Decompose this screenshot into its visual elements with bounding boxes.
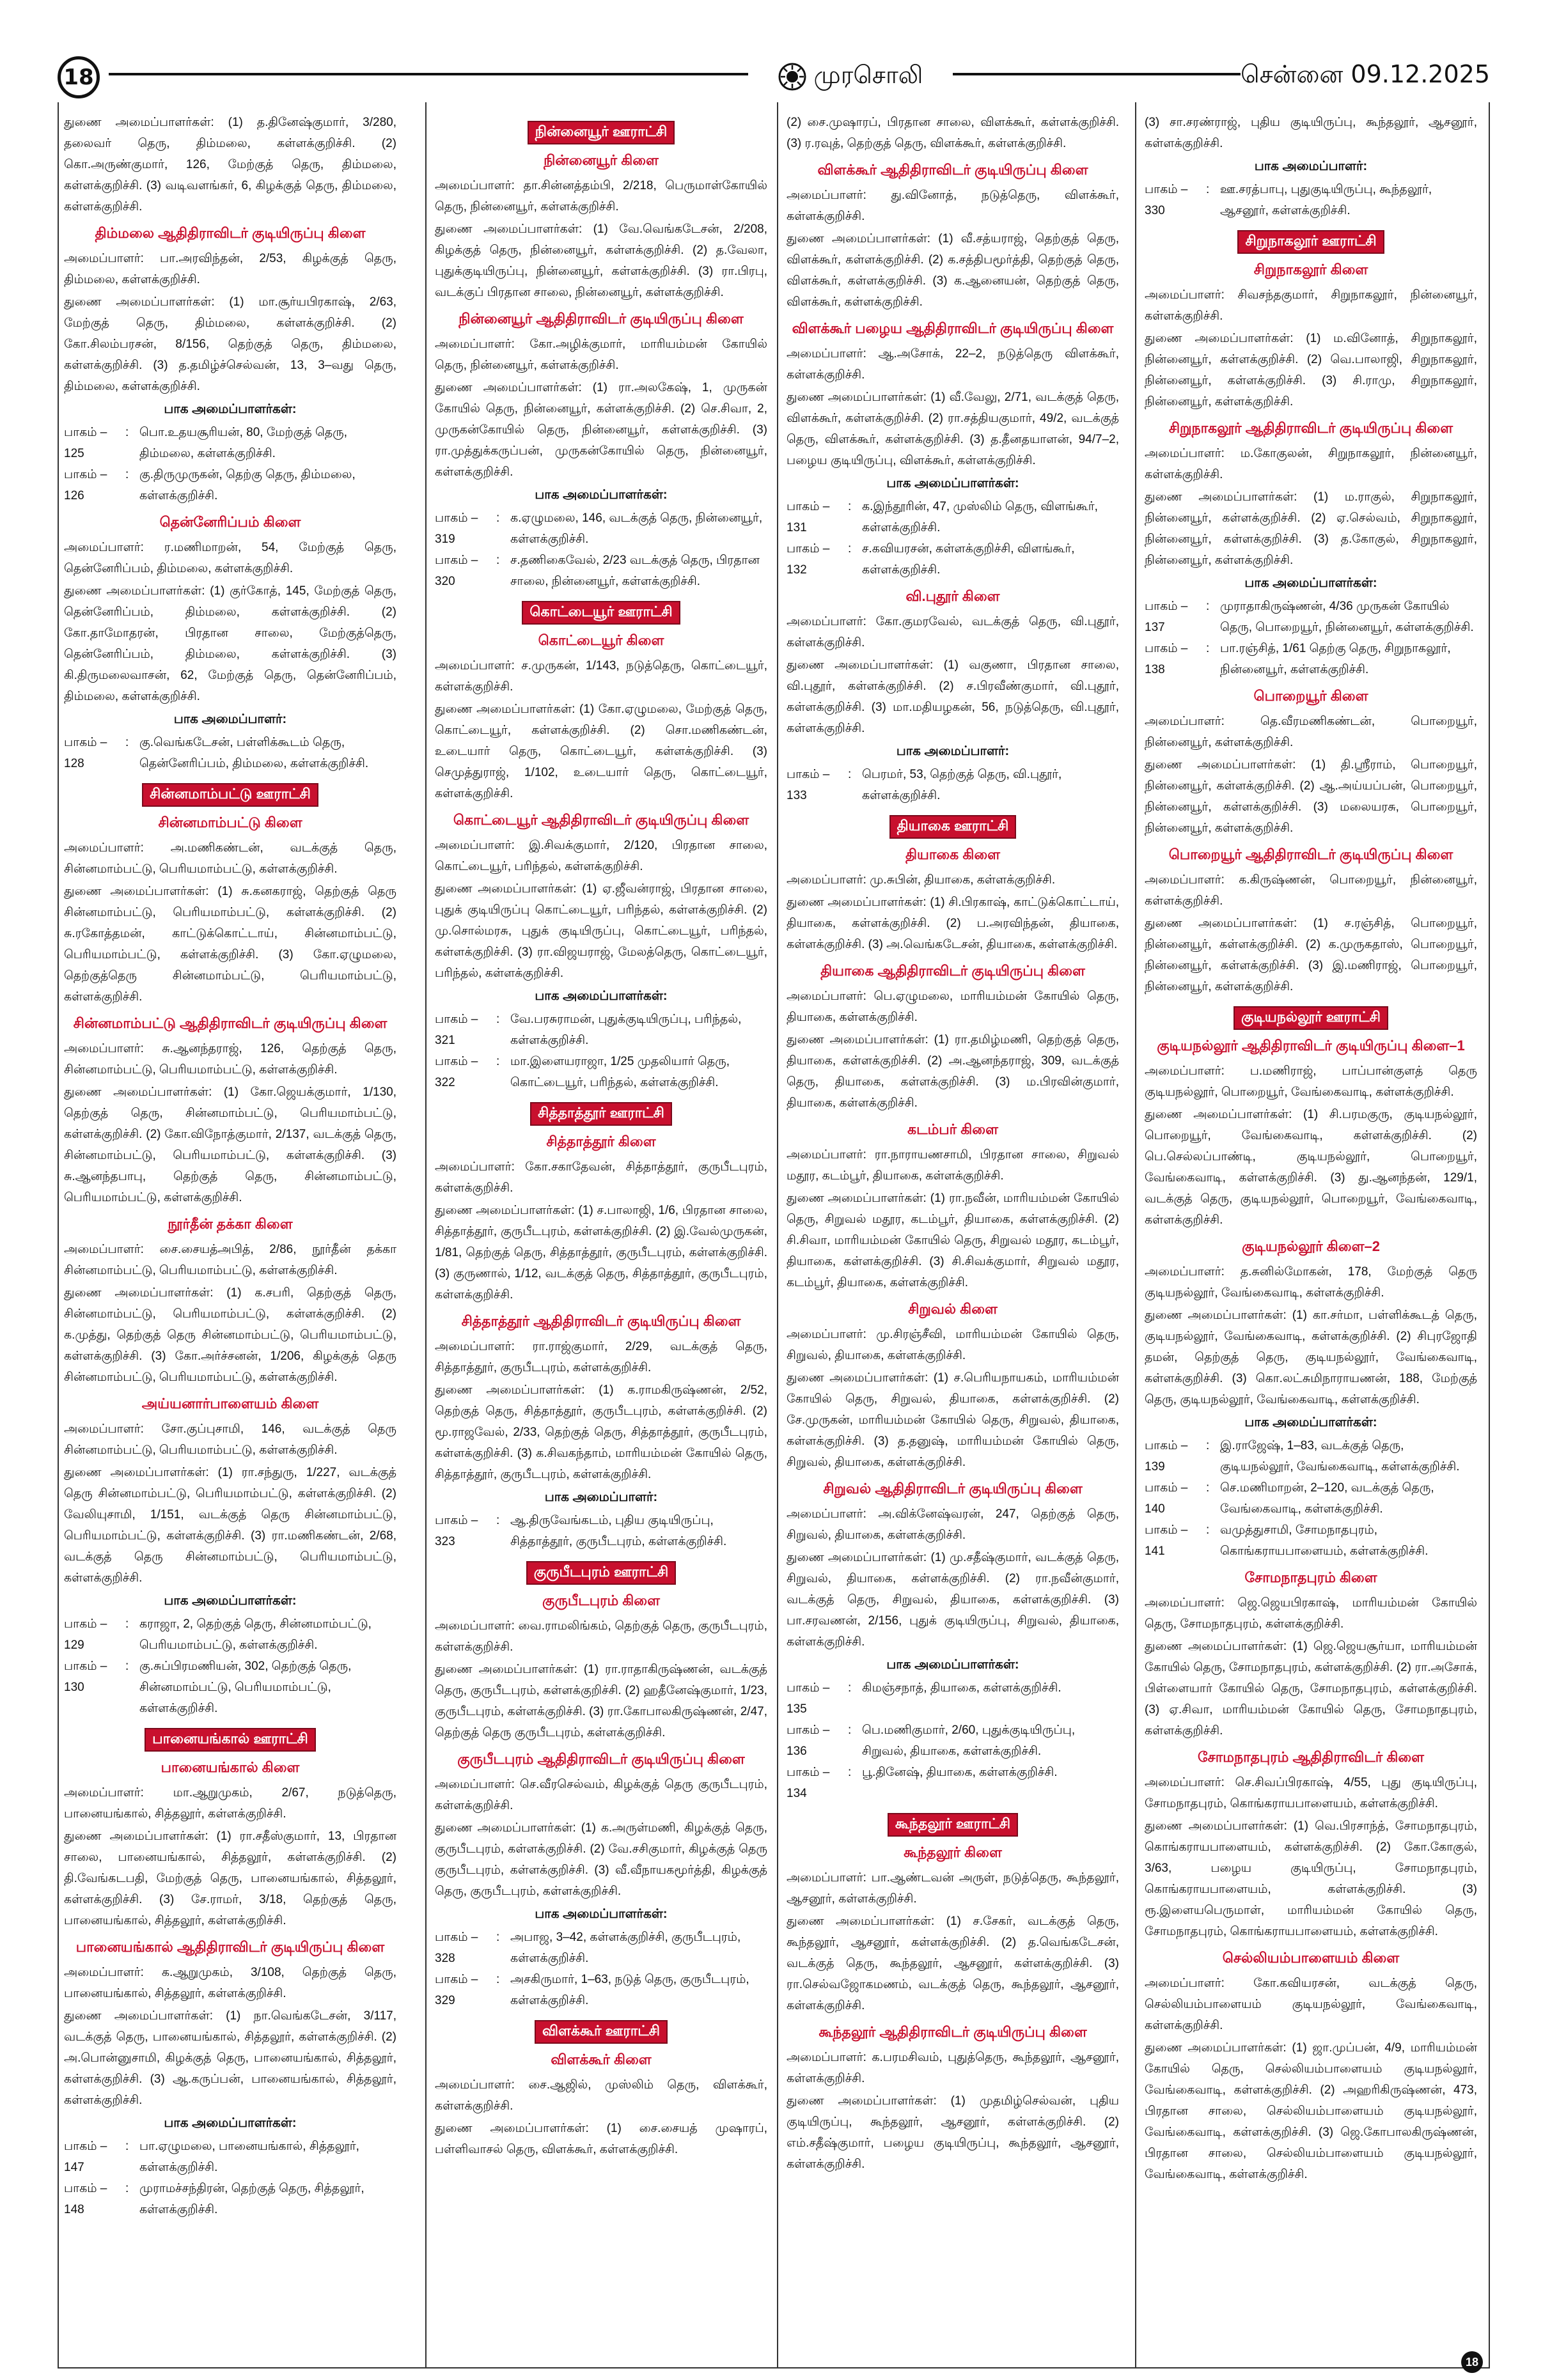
separator: : <box>1206 183 1210 196</box>
panchayat-heading <box>1145 230 1477 254</box>
panchayat-heading-label: குடியநல்லூர் ஊராட்சி <box>1234 1006 1388 1030</box>
entry-text: துணை அமைப்பாளர்கள்: (1) மா.சூர்யபிரகாஷ், 2/63, மேற்குத் தெரு, திம்மலை, கள்ளக்குறிச்சி. (2) கோ.சிலம்பரசன், 8/156, தெற்குத் தெரு, திம்மலை, கள்ளக்குறிச்சி. (3) த.தமிழ்ச்செல்வன், 13, 3–வது தெரு, திம்மலை, கள்ளக்குறிச்சி. <box>64 295 396 393</box>
entry-text: அமைப்பாளர்: பா.அரவிந்தன், 2/53, கிழக்குத் தெரு, திம்மலை, கள்ளக்குறிச்சி. <box>64 252 396 286</box>
entry-text: துணை அமைப்பாளர்கள்: (1) த.தினேஷ்குமார், 3/280, தலைவர் தெரு, திம்மலை, கள்ளக்குறிச்சி. (2) கொ.அருண்குமார், 126, மேற்குத் தெரு, திம்மலை, கள்ளக்குறிச்சி. (3) வடிவளங்கர், 6, கிழக்குத் தெரு, திம்மலை, கள்ளக்குறிச்சி. <box>64 116 396 214</box>
section-subheading: பாக அமைப்பாளர்கள்: <box>886 1658 1019 1672</box>
booth-agent: கு.திருமுருகன், தெற்கு தெரு, திம்மலை, கள்ளக்குறிச்சி. <box>139 468 356 502</box>
booth-entry <box>1145 1435 1477 1477</box>
booth-number: பாகம் – 128 <box>64 736 107 770</box>
booth-agent: வே.பரசுராமன், புதுக்குடியிருப்பு, பரிந்தல், கள்ளக்குறிச்சி. <box>510 1013 742 1047</box>
masthead-rule-right <box>953 73 1241 75</box>
branch-heading: பானையங்கால் ஆதிதிராவிடர் குடியிருப்பு கிளை <box>75 1939 385 1955</box>
booth-agent: ச.கவியரசன், கள்ளக்குறிச்சி, விளங்கூர், கள்ளக்குறிச்சி. <box>862 542 1075 577</box>
panchayat-heading <box>435 601 767 625</box>
booth-number: பாகம் – 134 <box>787 1766 830 1800</box>
branch-heading: கூந்தலூர் கிளை <box>904 1844 1002 1860</box>
separator: : <box>125 1617 129 1631</box>
branch-heading: சிறுநாகலூர் கிளை <box>1253 261 1368 277</box>
entry-text: துணை அமைப்பாளர்கள்: (1) ம.வினோத், சிறுநாகலூர், நின்னையூர், கள்ளக்குறிச்சி. (2) வெ.பாலாஜி, சிறுநாகலூர், நின்னையூர், கள்ளக்குறிச்சி. (3) சி.ராமு, சிறுநாகலூர், நின்னையூர், கள்ளக்குறிச்சி. <box>1145 332 1477 408</box>
branch-heading: நின்னையூர் ஆதிதிராவிடர் குடியிருப்பு கிளை <box>458 311 744 327</box>
branch-heading: நின்னையூர் கிளை <box>544 152 659 168</box>
booth-entry <box>787 538 1119 580</box>
separator: : <box>1206 1523 1210 1537</box>
separator: : <box>848 1681 852 1695</box>
panchayat-heading <box>435 121 767 144</box>
booth-number: பாகம் – 129 <box>64 1617 107 1652</box>
separator: : <box>496 511 500 525</box>
booth-agent: இ.ராஜேஷ், 1–83, வடக்குத் தெரு, குடியநல்லூர், வேங்கைவாடி, கள்ளக்குறிச்சி. <box>1220 1439 1460 1474</box>
entry-text: துணை அமைப்பாளர்கள்: (1) க.ராமகிருஷ்ணன், 2/52, தெற்குத் தெரு, சித்தாத்தூர், குருபீடபுரம், கள்ளக்குறிச்சி. (2) மூ.ராஜவேல், 2/33, தெற்குத் தெரு, சித்தாத்தூர், குருபீடபுரம், கள்ளக்குறிச்சி. (3) க.சிவகந்தாம், மாரியம்மன் கோயில் தெரு, சித்தாத்தூர், குருபீடபுரம், கள்ளக்குறிச்சி. <box>435 1383 767 1481</box>
branch-heading: கடம்பர் கிளை <box>907 1121 998 1137</box>
entry-text: துணை அமைப்பாளர்கள்: (1) வெ.பிரசாந்த், சோமநாதபுரம், கொங்கராயபாளையம், கள்ளக்குறிச்சி. (2) கோ.கோகுல், 3/63, பழைய குடியிருப்பு, சோமநாதபுரம், கொங்கராயபாளையம், கள்ளக்குறிச்சி. (3) ரூ.இளையபெருமாள், மாரியம்மன் கோயில் தெரு, சோமநாதபுரம், கொங்கராயபாளையம், கள்ளக்குறிச்சி. <box>1145 1819 1477 1938</box>
entry-text: துணை அமைப்பாளர்கள்: (1) வீ.சத்யராஜ், தெற்குத் தெரு, விளக்கூர், கள்ளக்குறிச்சி. (2) க.சத்திபமூர்த்தி, தெற்குத் தெரு, விளக்கூர், கள்ளக்குறிச்சி. (3) க.ஆனையன், தெற்குத் தெரு, விளக்கூர், கள்ளக்குறிச்சி. <box>787 232 1119 309</box>
entry-text: அமைப்பாளர்: கோ.குமரவேல், வடக்குத் தெரு, வி.புதூர், கள்ளக்குறிச்சி. <box>787 615 1119 649</box>
branch-heading: சின்னமாம்பட்டு ஆதிதிராவிடர் குடியிருப்பு கிளை <box>73 1015 388 1031</box>
section-subheading: பாக அமைப்பாளர்கள்: <box>1244 576 1377 590</box>
booth-entry <box>1145 1477 1477 1520</box>
entry-text: அமைப்பாளர்: அ.விக்னேஷ்வரன், 247, தெற்குத் தெரு, சிறுவல், தியாகை, கள்ளக்குறிச்சி. <box>787 1507 1119 1542</box>
booth-entry <box>1145 596 1477 638</box>
booth-entry <box>787 764 1119 806</box>
branch-heading: சிறுவல் கிளை <box>908 1301 998 1317</box>
section-subheading: பாக அமைப்பாளர்: <box>896 744 1010 758</box>
booth-entry <box>64 2136 396 2178</box>
booth-number: பாகம் – 328 <box>435 1931 478 1965</box>
panchayat-heading <box>435 2020 767 2044</box>
entry-text: அமைப்பாளர்: த.சுனில்மோகன், 178, மேற்குத் தெரு குடியநல்லூர், வேங்கைவாடி, கள்ளக்குறிச்சி. <box>1145 1265 1477 1300</box>
entry-text: அமைப்பாளர்: செ.சிவப்பிரகாஷ், 4/55, புது குடியிருப்பு, சோமநாதபுரம், கொங்கராயபாளையம், கள்ளக்குறிச்சி. <box>1145 1776 1477 1810</box>
booth-entry <box>1145 638 1477 680</box>
branch-heading: சோமநாதபுரம் ஆதிதிராவிடர் கிளை <box>1197 1749 1425 1765</box>
entry-text: துணை அமைப்பாளர்கள்: (1) குர்கோத், 145, மேற்குத் தெரு, தென்னேரிப்பம், திம்மலை, கள்ளக்குறிச்சி. (2) கோ.தாமோதரன், பிரதான சாலை, மேற்குத்தெரு, தென்னேரிப்பம், திம்மலை, கள்ளக்குறிச்சி. (3) கி.திருமலைவாசன், 62, மேற்குத் தெரு, தென்னேரிப்பம், திம்மலை, கள்ளக்குறிச்சி. <box>64 584 396 703</box>
booth-number: பாகம் – 139 <box>1145 1439 1188 1474</box>
booth-agent: அசகிருமார், 1–63, நடுத் தெரு, குருபீடபுரம், கள்ளக்குறிச்சி. <box>510 1973 749 2007</box>
booth-agent: முராமச்சந்திரன், தெற்குத் தெரு, சித்தலூர், கள்ளக்குறிச்சி. <box>139 2182 364 2216</box>
entry-text: துணை அமைப்பாளர்கள்: (1) சை.சையத் முஷாரப், பள்ளிவாசல் தெரு, விளக்கூர், கள்ளக்குறிச்சி. <box>435 2122 767 2156</box>
panchayat-heading-label: சித்தாத்தூர் ஊராட்சி <box>530 1102 672 1126</box>
entry-text: (2) சை.முஷாரப், பிரதான சாலை, விளக்கூர், கள்ளக்குறிச்சி. (3) ர.ரவுத், தெற்குத் தெரு, விளக்கூர், கள்ளக்குறிச்சி. <box>787 116 1119 150</box>
entry-text: துணை அமைப்பாளர்கள்: (1) ச.பெரியநாயகம், மாரியம்மன் கோயில் தெரு, சிறுவல், தியாகை, கள்ளக்குறிச்சி. (2) சே.முருகன், மாரியம்மன் கோயில் தெரு, சிறுவல், தியாகை, கள்ளக்குறிச்சி. (3) த.தனுஷ், மாரியம்மன் கோயில் தெரு, சிறுவல், தியாகை, கள்ளக்குறிச்சி. <box>787 1371 1119 1469</box>
entry-text: அமைப்பாளர்: ச.முருகன், 1/143, நடுத்தெரு, கொட்டையூர், கள்ளக்குறிச்சி. <box>435 659 767 694</box>
panchayat-heading-label: விளக்கூர் ஊராட்சி <box>535 2020 668 2044</box>
entry-text: அமைப்பாளர்: தா.சின்னத்தம்பி, 2/218, பெருமாள்கோயில் தெரு, நின்னையூர், கள்ளக்குறிச்சி. <box>435 179 767 214</box>
booth-agent: க.ஏழுமலை, 146, வடக்குத் தெரு, நின்னையூர், கள்ளக்குறிச்சி. <box>510 511 763 546</box>
booth-number: பாகம் – 132 <box>787 542 830 577</box>
booth-agent: செ.மணிமாறன், 2–120, வடக்குத் தெரு, வேங்கைவாடி, கள்ளக்குறிச்சி. <box>1220 1481 1434 1516</box>
panchayat-heading-label: சிறுநாகலூர் ஊராட்சி <box>1237 230 1384 254</box>
booth-number: பாகம் – 125 <box>64 426 107 460</box>
panchayat-heading <box>787 815 1119 839</box>
booth-agent: க.இந்தூரின், 47, முஸ்லிம் தெரு, விளங்கூர், கள்ளக்குறிச்சி. <box>862 500 1098 534</box>
entry-text: அமைப்பாளர்: ரா.ராஜ்குமார், 2/29, வடக்குத் தெரு, சித்தாத்தூர், குருபீடபுரம், கள்ளக்குறிச்சி. <box>435 1340 767 1374</box>
booth-number: பாகம் – 136 <box>787 1723 830 1758</box>
booth-entry <box>435 550 767 592</box>
entry-text: அமைப்பாளர்: ப.மணிராஜ், பாப்பான்குளத் தெரு குடியநல்லூர், பொறையூர், வேங்கைவாடி, கள்ளக்குறிச்சி. <box>1145 1064 1477 1099</box>
brand <box>755 59 946 95</box>
entry-text: துணை அமைப்பாளர்கள்: (1) கோ.ஜெயக்குமார், 1/130, தெற்குத் தெரு, சின்னமாம்பட்டு, பெரியமாம்பட்டு, கள்ளக்குறிச்சி. (2) கோ.விநோத்குமார், 2/137, வடக்குத் தெரு, சின்னமாம்பட்டு, பெரியமாம்பட்டு, கள்ளக்குறிச்சி. (3) சு.ஆனந்தபாபு, தெற்குத் தெரு, சின்னமாம்பட்டு, பெரியமாம்பட்டு, கள்ளக்குறிச்சி. <box>64 1085 396 1204</box>
panchayat-heading-label: குருபீடபுரம் ஊராட்சி <box>526 1561 677 1585</box>
entry-text: அமைப்பாளர்: செ.வீரசெல்வம், கிழக்குத் தெரு குருபீடபுரம், கள்ளக்குறிச்சி. <box>435 1778 767 1812</box>
branch-heading: பொறையூர் கிளை <box>1253 688 1368 704</box>
booth-entry <box>787 1720 1119 1762</box>
booth-agent: பா.ரஞ்சித், 1/61 தெற்கு தெரு, சிறுநாகலூர், நின்னையூர், கள்ளக்குறிச்சி. <box>1220 642 1451 676</box>
separator: : <box>1206 642 1210 655</box>
separator: : <box>125 426 129 439</box>
booth-entry <box>435 1927 767 1969</box>
panchayat-heading-label: சின்னமாம்பட்டு ஊராட்சி <box>142 783 318 807</box>
masthead <box>58 56 1490 95</box>
branch-heading: விளக்கூர் கிளை <box>551 2051 652 2067</box>
masthead-rule-left <box>109 73 748 75</box>
entry-text: அமைப்பாளர்: ஆ.அசோக், 22–2, நடுத்தெரு விளக்கூர், கள்ளக்குறிச்சி. <box>787 347 1119 382</box>
branch-heading: கொட்டையூர் கிளை <box>538 632 664 648</box>
section-subheading: பாக அமைப்பாளர்கள்: <box>164 2116 297 2130</box>
separator: : <box>848 500 852 513</box>
entry-text: அமைப்பாளர்: ர.மணிமாறன், 54, மேற்குத் தெரு, தென்னேரிப்பம், திம்மலை, கள்ளக்குறிச்சி. <box>64 541 396 575</box>
separator: : <box>125 2140 129 2153</box>
booth-agent: கிமஞ்சநாத், தியாகை, கள்ளக்குறிச்சி. <box>862 1681 1061 1695</box>
booth-agent: வமுத்துசாமி, சோமநாதபுரம், கொங்கராயபாளையம், கள்ளக்குறிச்சி. <box>1220 1523 1429 1558</box>
entry-text: (3) சா.சரண்ராஜ், புதிய குடியிருப்பு, கூந்தலூர், ஆசனூர், கள்ளக்குறிச்சி. <box>1145 116 1477 150</box>
entry-text: அமைப்பாளர்: க.ஆறுமுகம், 3/108, தெற்குத் தெரு, பானையங்கால், சித்தலூர், கள்ளக்குறிச்சி. <box>64 1966 396 2000</box>
booth-number: பாகம் – 330 <box>1145 183 1188 217</box>
entry-text: அமைப்பாளர்: சை.ஆஜில், முஸ்லிம் தெரு, விளக்கூர், கள்ளக்குறிச்சி. <box>435 2078 767 2113</box>
separator: : <box>1206 1481 1210 1495</box>
separator: : <box>496 1055 500 1068</box>
booth-entry <box>64 464 396 506</box>
booth-number: பாகம் – 323 <box>435 1514 478 1548</box>
entry-text: அமைப்பாளர்: கோ.சகாதேவன், சித்தாத்தூர், குருபீடபுரம், கள்ளக்குறிச்சி. <box>435 1160 767 1195</box>
branch-heading: தென்னேரிப்பம் கிளை <box>159 514 301 530</box>
booth-entry <box>64 422 396 464</box>
entry-text: அமைப்பாளர்: ஜெ.ஜெயபிரகாஷ், மாரியம்மன் கோயில் தெரு, சோமநாதபுரம், கள்ளக்குறிச்சி. <box>1145 1596 1477 1631</box>
booth-number: பாகம் – 135 <box>787 1681 830 1716</box>
booth-agent: பொ.உதயசூரியன், 80, மேற்குத் தெரு, திம்மலை, கள்ளக்குறிச்சி. <box>139 426 348 460</box>
panchayat-heading-label: தியாகை ஊராட்சி <box>889 815 1017 839</box>
booth-entry <box>435 508 767 550</box>
entry-text: அமைப்பாளர்: தெ.வீரமணிகண்டன், பொறையூர், நின்னையூர், கள்ளக்குறிச்சி. <box>1145 715 1477 749</box>
booth-entry <box>1145 1520 1477 1562</box>
panchayat-heading-label: நின்னையூர் ஊராட்சி <box>528 121 675 144</box>
entry-text: அமைப்பாளர்: கோ.அழிக்குமார், மாரியம்மன் கோயில் தெரு, நின்னையூர், கள்ளக்குறிச்சி. <box>435 338 767 372</box>
column-4 <box>1145 112 1477 2362</box>
booth-agent: ச.தணிகைவேல், 2/23 வடக்குத் தெரு, பிரதான சாலை, நின்னையூர், கள்ளக்குறிச்சி. <box>510 554 760 588</box>
panchayat-heading <box>64 783 396 807</box>
booth-agent: கு.வெங்கடேசன், பள்ளிக்கூடம் தெரு, தென்னேரிப்பம், திம்மலை, கள்ளக்குறிச்சி. <box>139 736 369 770</box>
section-subheading: பாக அமைப்பாளர்கள்: <box>1244 1415 1377 1429</box>
separator: : <box>1206 1439 1210 1452</box>
booth-agent: அபாஜ, 3–42, கள்ளக்குறிச்சி, குருபீடபுரம், கள்ளக்குறிச்சி. <box>510 1931 741 1965</box>
column-divider <box>1135 102 1136 2368</box>
entry-text: துணை அமைப்பாளர்கள்: (1) ரா.தமிழ்மணி, தெற்குத் தெரு, தியாகை, கள்ளக்குறிச்சி. (2) அ.ஆனந்தராஜ், 309, வடக்குத் தெரு, தியாகை, கள்ளக்குறிச்சி. (3) ம.பிரவின்குமார், தியாகை, கள்ளக்குறிச்சி. <box>787 1033 1119 1110</box>
entry-text: அமைப்பாளர்: ரா.நாராயணசாமி, பிரதான சாலை, சிறுவல் மதூர, கடம்பூர், தியாகை, கள்ளக்குறிச்சி. <box>787 1148 1119 1183</box>
entry-text: அமைப்பாளர்: து.வினோத், நடுத்தெரு, விளக்கூர், கள்ளக்குறிச்சி. <box>787 189 1119 223</box>
entry-text: அமைப்பாளர்: ம.கோகுலன், சிறுநாகலூர், நின்னையூர், கள்ளக்குறிச்சி. <box>1145 447 1477 481</box>
branch-heading: குருபீடபுரம் கிளை <box>542 1592 660 1608</box>
entry-text: துணை அமைப்பாளர்கள்: (1) க.சபரி, தெற்குத் தெரு, சின்னமாம்பட்டு, பெரியமாம்பட்டு, கள்ளக்குறிச்சி. (2) க.முத்து, தெற்குத் தெரு சின்னமாம்பட்டு, பெரியமாம்பட்டு, கள்ளக்குறிச்சி. (3) கோ.அர்ச்சனன், 1/206, கிழக்குத் தெரு சின்னமாம்பட்டு, பெரியமாம்பட்டு, கள்ளக்குறிச்சி. <box>64 1286 396 1384</box>
section-subheading: பாக அமைப்பாளர்கள்: <box>164 402 297 416</box>
booth-number: பாகம் – 321 <box>435 1013 478 1047</box>
panchayat-heading-label: கொட்டையூர் ஊராட்சி <box>522 601 680 625</box>
entry-text: அமைப்பாளர்: சை.சையத்அபித், 2/86, நூர்தீன் தக்கா சின்னமாம்பட்டு, பெரியமாம்பட்டு, கள்ளக்குறிச்சி. <box>64 1243 396 1277</box>
booth-number: பாகம் – 320 <box>435 554 478 588</box>
booth-number: பாகம் – 319 <box>435 511 478 546</box>
booth-number: பாகம் – 133 <box>787 768 830 802</box>
entry-text: துணை அமைப்பாளர்கள்: (1) வகுணா, பிரதான சாலை, வி.புதூர், கள்ளக்குறிச்சி. (2) ச.பிரவீண்குமார், வி.புதூர், கள்ளக்குறிச்சி. (3) மா.மதியழகன், 56, நடுத்தெரு, வி.புதூர், கள்ளக்குறிச்சி. <box>787 658 1119 735</box>
entry-text: துணை அமைப்பாளர்கள்: (1) ஜெ.ஜெயசூர்யா, மாரியம்மன் கோயில் தெரு, சோமநாதபுரம், கள்ளக்குறிச்சி. (2) ரா.அசோக், பிள்ளையார் கோயில் தெரு, சோமநாதபுரம், கள்ளக்குறிச்சி. (3) ஏ.சிவா, மாரியம்மன் கோயில் தெரு, சோமநாதபுரம், கள்ளக்குறிச்சி. <box>1145 1640 1477 1738</box>
booth-agent: பா.ஏழுமலை, பானையங்கால், சித்தலூர், கள்ளக்குறிச்சி. <box>139 2140 359 2174</box>
branch-heading: பானையங்கால் கிளை <box>161 1759 300 1775</box>
branch-heading: செல்லியம்பாளையம் கிளை <box>1222 1950 1400 1966</box>
entry-text: அமைப்பாளர்: வை.ராமலிங்கம், தெற்குத் தெரு, குருபீடபுரம், கள்ளக்குறிச்சி. <box>435 1619 767 1654</box>
booth-agent: கராஜா, 2, தெற்குத் தெரு, சின்னமாம்பட்டு, பெரியமாம்பட்டு, கள்ளக்குறிச்சி. <box>139 1617 372 1652</box>
column-divider <box>777 102 778 2368</box>
branch-heading: சிறுநாகலூர் ஆதிதிராவிடர் குடியிருப்பு கிளை <box>1168 420 1453 436</box>
booth-entry <box>435 1009 767 1051</box>
entry-text: துணை அமைப்பாளர்கள்: (1) ரா.அலகேஷ், 1, முருகன் கோயில் தெரு, நின்னையூர், கள்ளக்குறிச்சி. (2) செ.சிவா, 2, முருகன்கோயில் தெரு, நின்னையூர், கள்ளக்குறிச்சி. (3) ரா.முத்துக்கருப்பன், முருகன்கோயில் தெரு, நின்னையூர், கள்ளக்குறிச்சி. <box>435 381 767 479</box>
booth-number: பாகம் – 148 <box>64 2182 107 2216</box>
panchayat-heading-label: பானையங்கால் ஊராட்சி <box>145 1728 315 1752</box>
entry-text: துணை அமைப்பாளர்கள்: (1) நா.வெங்கடேசன், 3/117, வடக்குத் தெரு, பானையங்கால், சித்தலூர், கள்ளக்குறிச்சி. (2) அ.பொன்னுசாமி, கிழக்குத் தெரு, பானையங்கால், சித்தலூர், கள்ளக்குறிச்சி. (3) ஆ.கருப்பன், பானையங்கால், சித்தலூர், கள்ளக்குறிச்சி. <box>64 2009 396 2107</box>
booth-entry <box>64 1656 396 1719</box>
section-subheading: பாக அமைப்பாளர்கள்: <box>535 989 668 1003</box>
section-subheading: பாக அமைப்பாளர்கள்: <box>535 1907 668 1921</box>
branch-heading: சிறுவல் ஆதிதிராவிடர் குடியிருப்பு கிளை <box>823 1481 1083 1497</box>
separator: : <box>848 1723 852 1737</box>
section-subheading: பாக அமைப்பாளர்கள்: <box>886 476 1019 490</box>
panchayat-heading-label: கூந்தலூர் ஊராட்சி <box>888 1813 1018 1837</box>
entry-text: துணை அமைப்பாளர்கள்: (1) மு.சதீஷ்குமார், வடக்குத் தெரு, சிறுவல், தியாகை, கள்ளக்குறிச்சி. (2) ரா.நவீன்குமார், வடக்குத் தெரு, சிறுவல், தியாகை, கள்ளக்குறிச்சி. (3) பா.சரவணன், 2/156, புதுக் குடியிருப்பு, சிறுவல், தியாகை, கள்ளக்குறிச்சி. <box>787 1551 1119 1649</box>
panchayat-heading <box>1145 1006 1477 1030</box>
entry-text: துணை அமைப்பாளர்கள்: (1) ரா.சந்துரு, 1/227, வடக்குத் தெரு சின்னமாம்பட்டு, பெரியமாம்பட்டு, கள்ளக்குறிச்சி. (2) வேலியுசாமி, 1/151, வடக்குத் தெரு சின்னமாம்பட்டு, பெரியமாம்பட்டு, கள்ளக்குறிச்சி. (3) ரா.மணிகண்டன், 2/68, வடக்குத் தெரு சின்னமாம்பட்டு, பெரியமாம்பட்டு, கள்ளக்குறிச்சி. <box>64 1466 396 1585</box>
entry-text: அமைப்பாளர்: மு.சிரஞ்சீவி, மாரியம்மன் கோயில் தெரு, சிறுவல், தியாகை, கள்ளக்குறிச்சி. <box>787 1328 1119 1362</box>
separator: : <box>125 2182 129 2195</box>
branch-heading: கொட்டையூர் ஆதிதிராவிடர் குடியிருப்பு கிளை <box>453 812 749 828</box>
entry-text: துணை அமைப்பாளர்கள்: (1) ம.ராகுல், சிறுநாகலூர், நின்னையூர், கள்ளக்குறிச்சி. (2) ஏ.செல்வம், சிறுநாகலூர், நின்னையூர், கள்ளக்குறிச்சி. (3) த.கோகுல், சிறுநாகலூர், நின்னையூர், கள்ளக்குறிச்சி. <box>1145 490 1477 567</box>
booth-entry <box>787 1677 1119 1720</box>
page-number: 18 <box>58 56 100 98</box>
booth-agent: பெரமர், 53, தெற்குத் தெரு, வி.புதூர், கள்ளக்குறிச்சி. <box>862 768 1062 802</box>
branch-heading: சித்தாத்தூர் கிளை <box>546 1133 656 1149</box>
column-divider <box>425 102 427 2368</box>
entry-text: அமைப்பாளர்: பெ.ஏழுமலை, மாரியம்மன் கோயில் தெரு, தியாகை, கள்ளக்குறிச்சி. <box>787 990 1119 1024</box>
branch-heading: கூந்தலூர் ஆதிதிராவிடர் குடியிருப்பு கிளை <box>818 2024 1087 2040</box>
booth-entry <box>64 2178 396 2220</box>
entry-text: துணை அமைப்பாளர்கள்: (1) சு.கனகராஜ், தெற்குத் தெரு சின்னமாம்பட்டு, பெரியமாம்பட்டு, கள்ளக்குறிச்சி. (2) சு.ரகோத்தமன், காட்டுக்கொட்டாய், சின்னமாம்பட்டு, பெரியமாம்பட்டு, கள்ளக்குறிச்சி. (3) கோ.ஏழுமலை, தெற்குத்தெரு சின்னமாம்பட்டு, பெரியமாம்பட்டு, கள்ளக்குறிச்சி. <box>64 885 396 1004</box>
booth-agent: மா.இளையராஜா, 1/25 முதலியார் தெரு, கொட்டையூர், பரிந்தல், கள்ளக்குறிச்சி. <box>510 1055 730 1089</box>
footer-page-number: 18 <box>1461 2351 1483 2373</box>
dateline: சென்னை 09.12.2025 <box>1241 60 1490 88</box>
booth-agent: ஊ.சரத்பாபு, புதுகுடியிருப்பு, கூந்தலூர், ஆசனூர், கள்ளக்குறிச்சி. <box>1220 183 1432 217</box>
branch-heading: சோமநாதபுரம் கிளை <box>1244 1569 1377 1585</box>
entry-text: அமைப்பாளர்: சோ.குப்புசாமி, 146, வடக்குத் தெரு சின்னமாம்பட்டு, பெரியமாம்பட்டு, கள்ளக்குறிச்சி. <box>64 1422 396 1457</box>
separator: : <box>496 1013 500 1026</box>
branch-heading: சின்னமாம்பட்டு கிளை <box>158 814 302 830</box>
entry-text: துணை அமைப்பாளர்கள்: (1) ரா.நவீன், மாரியம்மன் கோயில் தெரு, சிறுவல் மதூர, கடம்பூர், தியாகை, கள்ளக்குறிச்சி. (2) சி.சிவா, மாரியம்மன் கோயில் தெரு, சிறுவல் மதூர, கடம்பூர், தியாகை, கள்ளக்குறிச்சி. (3) சி.சிவக்குமார், சிறுவல் மதூர, கடம்பூர், தியாகை, கள்ளக்குறிச்சி. <box>787 1192 1119 1289</box>
brand-name: முரசொலி <box>813 61 923 89</box>
booth-entry <box>787 496 1119 538</box>
booth-number: பாகம் – 138 <box>1145 642 1188 676</box>
entry-text: துணை அமைப்பாளர்கள்: (1) ஜா.முப்பன், 4/9, மாரியம்மன் கோயில் தெரு, செல்லியம்பாளையம் குடியநல்லூர், வேங்கைவாடி, கள்ளக்குறிச்சி. (2) அஹரிகிருஷ்ணன், 473, பிரதான சாலை, செல்லியம்பாளையம் குடியநல்லூர், வேங்கைவாடி, கள்ளக்குறிச்சி. (3) ஜெ.கோபாலகிருஷ்ணன், பிரதான சாலை, செல்லியம்பாளையம் குடியநல்லூர், வேங்கைவாடி, கள்ளக்குறிச்சி. <box>1145 2041 1477 2181</box>
entry-text: அமைப்பாளர்: மு.சுபின், தியாகை, கள்ளக்குறிச்சி. <box>787 873 1056 887</box>
entry-text: துணை அமைப்பாளர்கள்: (1) ஏ.ஜீவன்ராஜ், பிரதான சாலை, புதுக் குடியிருப்பு கொட்டையூர், பரிந்தல், கள்ளக்குறிச்சி. (2) மு.சொல்மரசு, புதுக் குடியிருப்பு, கொட்டையூர், பரிந்தல், கள்ளக்குறிச்சி. (3) ரா.விஜயராஜ், மேலத்தெரு, கொட்டையூர், பரிந்தல், கள்ளக்குறிச்சி. <box>435 882 767 980</box>
separator: : <box>848 1766 852 1779</box>
panchayat-heading <box>435 1102 767 1126</box>
separator: : <box>496 1514 500 1527</box>
entry-text: துணை அமைப்பாளர்கள்: (1) ச.சேகர், வடக்குத் தெரு, கூந்தலூர், ஆசனூர், கள்ளக்குறிச்சி. (2) த.வெங்கடேசன், வடக்குத் தெரு, கூந்தலூர், ஆசனூர், கள்ளக்குறிச்சி. (3) ரா.செல்வஜோகமணம், வடக்குத் தெரு, கூந்தலூர், ஆசனூர், கள்ளக்குறிச்சி. <box>787 1915 1119 2012</box>
separator: : <box>848 542 852 556</box>
booth-entry <box>64 732 396 774</box>
booth-number: பாகம் – 147 <box>64 2140 107 2174</box>
entry-text: அமைப்பாளர்: கோ.கவியரசன், வடக்குத் தெரு, செல்லியம்பாளையம் குடியநல்லூர், வேங்கைவாடி, கள்ளக்குறிச்சி. <box>1145 1977 1477 2032</box>
branch-heading: பொறையூர் ஆதிதிராவிடர் குடியிருப்பு கிளை <box>1168 846 1453 862</box>
rising-sun-logo-icon <box>778 63 806 91</box>
branch-heading: சித்தாத்தூர் ஆதிதிராவிடர் குடியிருப்பு கிளை <box>461 1313 741 1329</box>
branch-heading: விளக்கூர் பழைய ஆதிதிராவிடர் குடியிருப்பு கிளை <box>792 320 1114 336</box>
entry-text: அமைப்பாளர்: மா.ஆறுமுகம், 2/67, நடுத்தெரு, பானையங்கால், சித்தலூர், கள்ளக்குறிச்சி. <box>64 1786 396 1821</box>
branch-heading: அய்யனார்பாளையம் கிளை <box>141 1396 319 1412</box>
separator: : <box>125 736 129 749</box>
booth-number: பாகம் – 126 <box>64 468 107 502</box>
booth-agent: முராதாகிருஷ்ணன், 4/36 முருகன் கோயில் தெரு, பொறையூர், நின்னையூர், கள்ளக்குறிச்சி. <box>1220 600 1474 634</box>
entry-text: துணை அமைப்பாளர்கள்: (1) ரா.ராதாகிருஷ்ணன், வடக்குத் தெரு, குருபீடபுரம், கள்ளக்குறிச்சி. (2) ஹதீனேஷ்குமார், 1/23, குருபீடபுரம், கள்ளக்குறிச்சி. (3) ரா.கோபாலகிருஷ்ணன், 2/47, தெற்குத் தெரு குருபீடபுரம், கள்ளக்குறிச்சி. <box>435 1663 767 1739</box>
booth-number: பாகம் – 130 <box>64 1660 107 1694</box>
separator: : <box>1206 600 1210 613</box>
booth-entry <box>435 1051 767 1093</box>
section-subheading: பாக அமைப்பாளர்: <box>1254 159 1368 173</box>
branch-heading: குடியநல்லூர் ஆதிதிராவிடர் குடியிருப்பு கிளை–1 <box>1157 1038 1465 1054</box>
section-subheading: பாக அமைப்பாளர்கள்: <box>164 1594 297 1608</box>
panchayat-heading <box>64 1728 396 1752</box>
section-subheading: பாக அமைப்பாளர்: <box>173 712 287 726</box>
booth-entry <box>1145 179 1477 221</box>
booth-number: பாகம் – 140 <box>1145 1481 1188 1516</box>
separator: : <box>125 468 129 481</box>
branch-heading: விளக்கூர் ஆதிதிராவிடர் குடியிருப்பு கிளை <box>817 162 1088 178</box>
entry-text: அமைப்பாளர்: க.பரமசிவம், புதுத்தெரு, கூந்தலூர், ஆசனூர், கள்ளக்குறிச்சி. <box>787 2051 1119 2085</box>
branch-heading: நூர்தீன் தக்கா கிளை <box>168 1216 293 1232</box>
booth-agent: கு.சுப்பிரமணியன், 302, தெற்குத் தெரு, சின்னமாம்பட்டு, பெரியமாம்பட்டு, கள்ளக்குறிச்சி. <box>139 1660 352 1715</box>
entry-text: துணை அமைப்பாளர்கள்: (1) வே.வெங்கடேசன், 2/208, கிழக்குத் தெரு, நின்னையூர், கள்ளக்குறிச்சி. (2) த.வேலா, புதுக்குடியிருப்பு, நின்னையூர், கள்ளக்குறிச்சி. (3) ரா.பிரபு, வடக்குப் பிரதான சாலை, நின்னையூர், கள்ளக்குறிச்சி. <box>435 222 767 299</box>
branch-heading: குருபீடபுரம் ஆதிதிராவிடர் குடியிருப்பு கிளை <box>457 1751 745 1767</box>
booth-entry <box>64 1614 396 1656</box>
entry-text: அமைப்பாளர்: சு.ஆனந்தராஜ், 126, தெற்குத் தெரு, சின்னமாம்பட்டு, பெரியமாம்பட்டு, கள்ளக்குறிச்சி. <box>64 1042 396 1077</box>
column-2 <box>435 112 767 2362</box>
booth-number: பாகம் – 329 <box>435 1973 478 2007</box>
entry-text: துணை அமைப்பாளர்கள்: (1) சி.பரமகுரு, குடியநல்லூர், பொறையூர், வேங்கைவாடி, கள்ளக்குறிச்சி. (2) பெ.செல்லப்பாண்டி, குடியநல்லூர், பொறையூர், வேங்கைவாடி, கள்ளக்குறிச்சி. (3) து.ஆனந்தன், 129/1, வடக்குத் தெரு, குடியநல்லூர், பொறையூர், வேங்கைவாடி, கள்ளக்குறிச்சி. <box>1145 1108 1477 1227</box>
booth-agent: ஆ.திருவேங்கடம், புதிய குடியிருப்பு, சித்தாத்தூர், குருபீடபுரம், கள்ளக்குறிச்சி. <box>510 1514 727 1548</box>
section-subheading: பாக அமைப்பாளர்: <box>544 1490 658 1504</box>
entry-text: அமைப்பாளர்: இ.சிவக்குமார், 2/120, பிரதான சாலை, கொட்டையூர், பரிந்தல், கள்ளக்குறிச்சி. <box>435 839 767 873</box>
entry-text: துணை அமைப்பாளர்கள்: (1) கா.சர்மா, பள்ளிக்கூடத் தெரு, குடியநல்லூர், வேங்கைவாடி, கள்ளக்குறிச்சி. (2) சிபுரஜோதி தமன், தெற்குத் தெரு, குடியநல்லூர், வேங்கைவாடி, கள்ளக்குறிச்சி. (3) கொ.லட்சுமிநாராயணன், 188, மேற்குத் தெரு, குடியநல்லூர், வேங்கைவாடி, கள்ளக்குறிச்சி. <box>1145 1309 1477 1406</box>
entry-text: துணை அமைப்பாளர்கள்: (1) ரா.சதீஸ்குமார், 13, பிரதான சாலை, பானையங்கால், சித்தலூர், கள்ளக்குறிச்சி. (2) தி.வேங்கடபதி, மேற்குத் தெரு, பானையங்கால், சித்தலூர், கள்ளக்குறிச்சி. (3) சே.ராமர், 3/18, தெற்குத் தெரு, பானையங்கால், சித்தலூர், கள்ளக்குறிச்சி. <box>64 1830 396 1927</box>
booth-number: பாகம் – 141 <box>1145 1523 1188 1558</box>
separator: : <box>496 554 500 567</box>
booth-entry <box>787 1762 1119 1804</box>
booth-entry <box>435 1969 767 2011</box>
booth-number: பாகம் – 131 <box>787 500 830 534</box>
entry-text: அமைப்பாளர்: பா.ஆண்டவன் அருள், நடுத்தெரு, கூந்தலூர், ஆசனூர், கள்ளக்குறிச்சி. <box>787 1871 1119 1906</box>
panchayat-heading <box>787 1813 1119 1837</box>
booth-number: பாகம் – 137 <box>1145 600 1188 634</box>
entry-text: துணை அமைப்பாளர்கள்: (1) முதமிழ்செல்வன், புதிய குடியிருப்பு, கூந்தலூர், ஆசனூர், கள்ளக்குறிச்சி. (2) எம்.சதீஷ்குமார், பழைய குடியிருப்பு, கூந்தலூர், ஆசனூர், கள்ளக்குறிச்சி. <box>787 2094 1119 2171</box>
panchayat-heading <box>435 1561 767 1585</box>
separator: : <box>848 768 852 781</box>
booth-number: பாகம் – 322 <box>435 1055 478 1089</box>
entry-text: அமைப்பாளர்: அ.மணிகண்டன், வடக்குத் தெரு, சின்னமாம்பட்டு, பெரியமாம்பட்டு, கள்ளக்குறிச்சி. <box>64 841 396 876</box>
entry-text: துணை அமைப்பாளர்கள்: (1) கோ.ஏழுமலை, மேற்குத் தெரு, கொட்டையூர், கள்ளக்குறிச்சி. (2) சொ.மணிகண்டன், உடையார் தெரு, கொட்டையூர், கள்ளக்குறிச்சி. (3) செமுத்துராஜ், 1/102, உடையார் தெரு, கொட்டையூர், கள்ளக்குறிச்சி. <box>435 703 767 800</box>
separator: : <box>125 1660 129 1673</box>
entry-text: அமைப்பாளர்: சிவசந்தகுமார், சிறுநாகலூர், நின்னையூர், கள்ளக்குறிச்சி. <box>1145 288 1477 323</box>
entry-text: அமைப்பாளர்: க.கிருஷ்ணன், பொறையூர், நின்னையூர், கள்ளக்குறிச்சி. <box>1145 873 1477 908</box>
column-3 <box>787 112 1119 2362</box>
entry-text: துணை அமைப்பாளர்கள்: (1) ச.ரஞ்சித், பொறையூர், நின்னையூர், கள்ளக்குறிச்சி. (2) க.முருகதாஸ், பொறையூர், நின்னையூர், கள்ளக்குறிச்சி. (3) இ.மணிராஜ், பொறையூர், நின்னையூர், கள்ளக்குறிச்சி. <box>1145 917 1477 993</box>
entry-text: துணை அமைப்பாளர்கள்: (1) க.அருள்மணி, கிழக்குத் தெரு, குருபீடபுரம், கள்ளக்குறிச்சி. (2) வே.சசிகுமார், கிழக்குத் தெரு குருபீடபுரம், கள்ளக்குறிச்சி. (3) வீ.வீநாயகமூர்த்தி, கிழக்குத் தெரு, குருபீடபுரம், கள்ளக்குறிச்சி. <box>435 1821 767 1898</box>
section-subheading: பாக அமைப்பாளர்கள்: <box>535 488 668 502</box>
separator: : <box>496 1973 500 1986</box>
separator: : <box>496 1931 500 1944</box>
entry-text: துணை அமைப்பாளர்கள்: (1) ச.பாலாஜி, 1/6, பிரதான சாலை, சித்தாத்தூர், குருபீடபுரம், கள்ளக்குறிச்சி. (2) இ.வேல்முருகன், 1/81, தெற்குத் தெரு, சித்தாத்தூர், குருபீடபுரம், கள்ளக்குறிச்சி. (3) குருணால், 1/12, வடக்குத் தெரு, சித்தாத்தூர், குருபீடபுரம், கள்ளக்குறிச்சி. <box>435 1204 767 1302</box>
column-1 <box>64 112 396 2362</box>
branch-heading: தியாகை கிளை <box>905 846 1001 862</box>
booth-entry <box>435 1510 767 1552</box>
branch-heading: திம்மலை ஆதிதிராவிடர் குடியிருப்பு கிளை <box>95 225 366 241</box>
booth-agent: பூ.தினேஷ், தியாகை, கள்ளக்குறிச்சி. <box>862 1766 1058 1779</box>
entry-text: துணை அமைப்பாளர்கள்: (1) தி.ஸ்ரீராம், பொறையூர், நின்னையூர், கள்ளக்குறிச்சி. (2) ஆ.அய்யப்பன், பொறையூர், நின்னையூர், கள்ளக்குறிச்சி. (3) மலையரசு, பொறையூர், நின்னையூர், கள்ளக்குறிச்சி. <box>1145 758 1477 835</box>
branch-heading: தியாகை ஆதிதிராவிடர் குடியிருப்பு கிளை <box>820 963 1085 979</box>
branch-heading: வி.புதூர் கிளை <box>905 588 1000 604</box>
branch-heading: குடியநல்லூர் கிளை–2 <box>1242 1238 1380 1254</box>
entry-text: துணை அமைப்பாளர்கள்: (1) சி.பிரகாஷ், காட்டுக்கொட்டாய், தியாகை, கள்ளக்குறிச்சி. (2) ப.அரவிந்தன், தியாகை, கள்ளக்குறிச்சி. (3) அ.வெங்கடேசன், தியாகை, கள்ளக்குறிச்சி. <box>787 896 1119 951</box>
booth-agent: பெ.மணிகுமார், 2/60, புதுக்குடியிருப்பு, சிறுவல், தியாகை, கள்ளக்குறிச்சி. <box>862 1723 1076 1758</box>
entry-text: துணை அமைப்பாளர்கள்: (1) வீ.வேலு, 2/71, வடக்குத் தெரு, விளக்கூர், கள்ளக்குறிச்சி. (2) ரா.சத்தியகுமார், 49/2, வடக்குத் தெரு, விளக்கூர், கள்ளக்குறிச்சி. (3) த.தீனதயாளன், 94/7–2, பழைய குடியிருப்பு, விளக்கூர், கள்ளக்குறிச்சி. <box>787 391 1119 467</box>
